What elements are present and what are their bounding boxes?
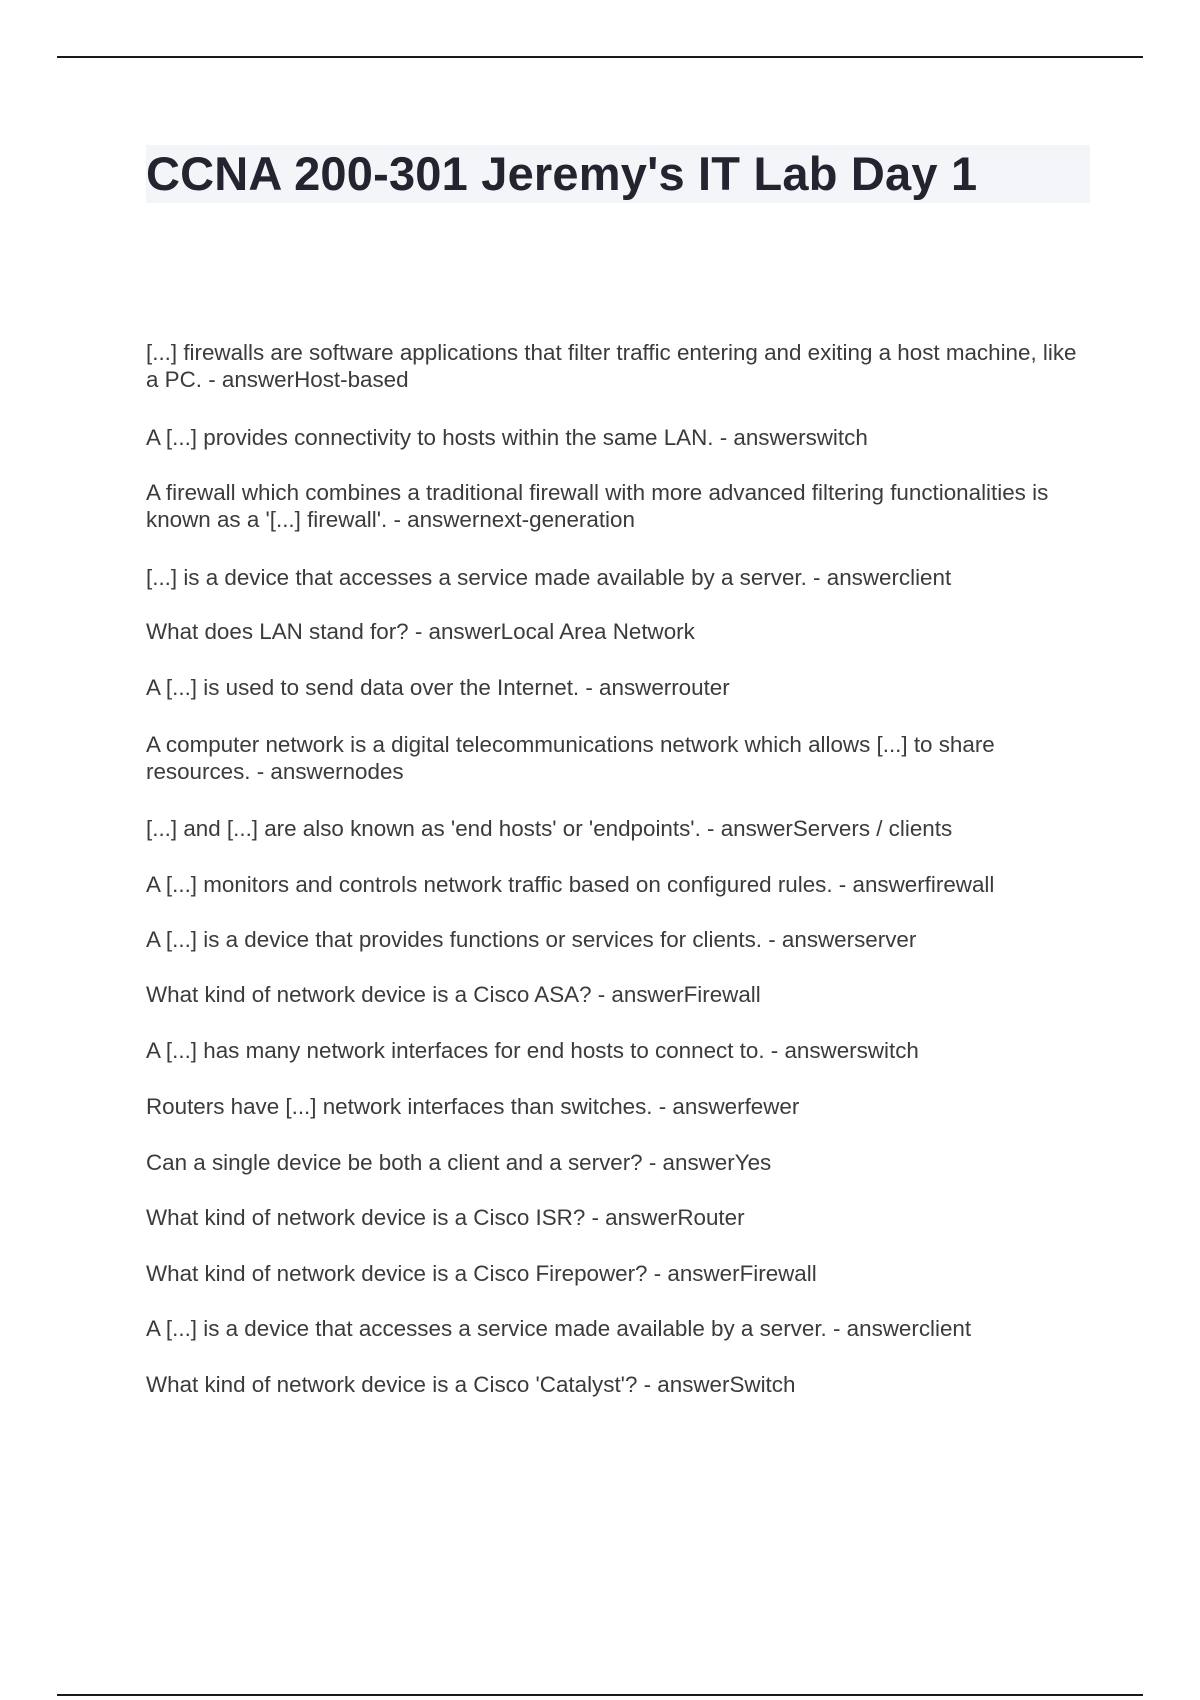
flashcard-item: A [...] monitors and controls network traffic based on configured rules. - answerfirewall <box>146 872 995 897</box>
flashcard-item: A [...] has many network interfaces for end hosts to connect to. - answerswitch <box>146 1038 919 1063</box>
flashcard-item: [...] is a device that accesses a service made available by a server. - answerclient <box>146 565 952 590</box>
page-title: CCNA 200-301 Jeremy's IT Lab Day 1 <box>146 147 978 200</box>
flashcard-item: A computer network is a digital telecommunications network which allows [...] to share resources. - answernodes <box>146 732 995 784</box>
flashcard-item: What kind of network device is a Cisco 'Catalyst'? - answerSwitch <box>146 1372 796 1397</box>
flashcard-item: Can a single device be both a client and a server? - answerYes <box>146 1150 772 1175</box>
flashcard-item: A [...] is a device that provides functions or services for clients. - answerserver <box>146 927 917 952</box>
flashcard-item: [...] firewalls are software applications that filter traffic entering and exiting a host machine, like a PC. - answerHost-based <box>146 340 1077 392</box>
flashcard-item: Routers have [...] network interfaces than switches. - answerfewer <box>146 1094 800 1119</box>
flashcard-item: What does LAN stand for? - answerLocal Area Network <box>146 619 695 644</box>
top-divider <box>57 56 1143 58</box>
flashcard-item: A [...] is used to send data over the Internet. - answerrouter <box>146 675 730 700</box>
flashcard-item: [...] and [...] are also known as 'end hosts' or 'endpoints'. - answerServers / clients <box>146 816 953 841</box>
flashcard-item: What kind of network device is a Cisco ISR? - answerRouter <box>146 1205 745 1230</box>
flashcard-item: A firewall which combines a traditional firewall with more advanced filtering functionalities is known as a '[...] firewall'. - answernext-generation <box>146 480 1049 532</box>
bottom-divider <box>57 1694 1143 1696</box>
flashcard-item: What kind of network device is a Cisco Firepower? - answerFirewall <box>146 1261 817 1286</box>
flashcard-item: What kind of network device is a Cisco ASA? - answerFirewall <box>146 982 761 1007</box>
flashcard-item: A [...] provides connectivity to hosts within the same LAN. - answerswitch <box>146 425 868 450</box>
flashcard-item: A [...] is a device that accesses a service made available by a server. - answerclient <box>146 1316 972 1341</box>
